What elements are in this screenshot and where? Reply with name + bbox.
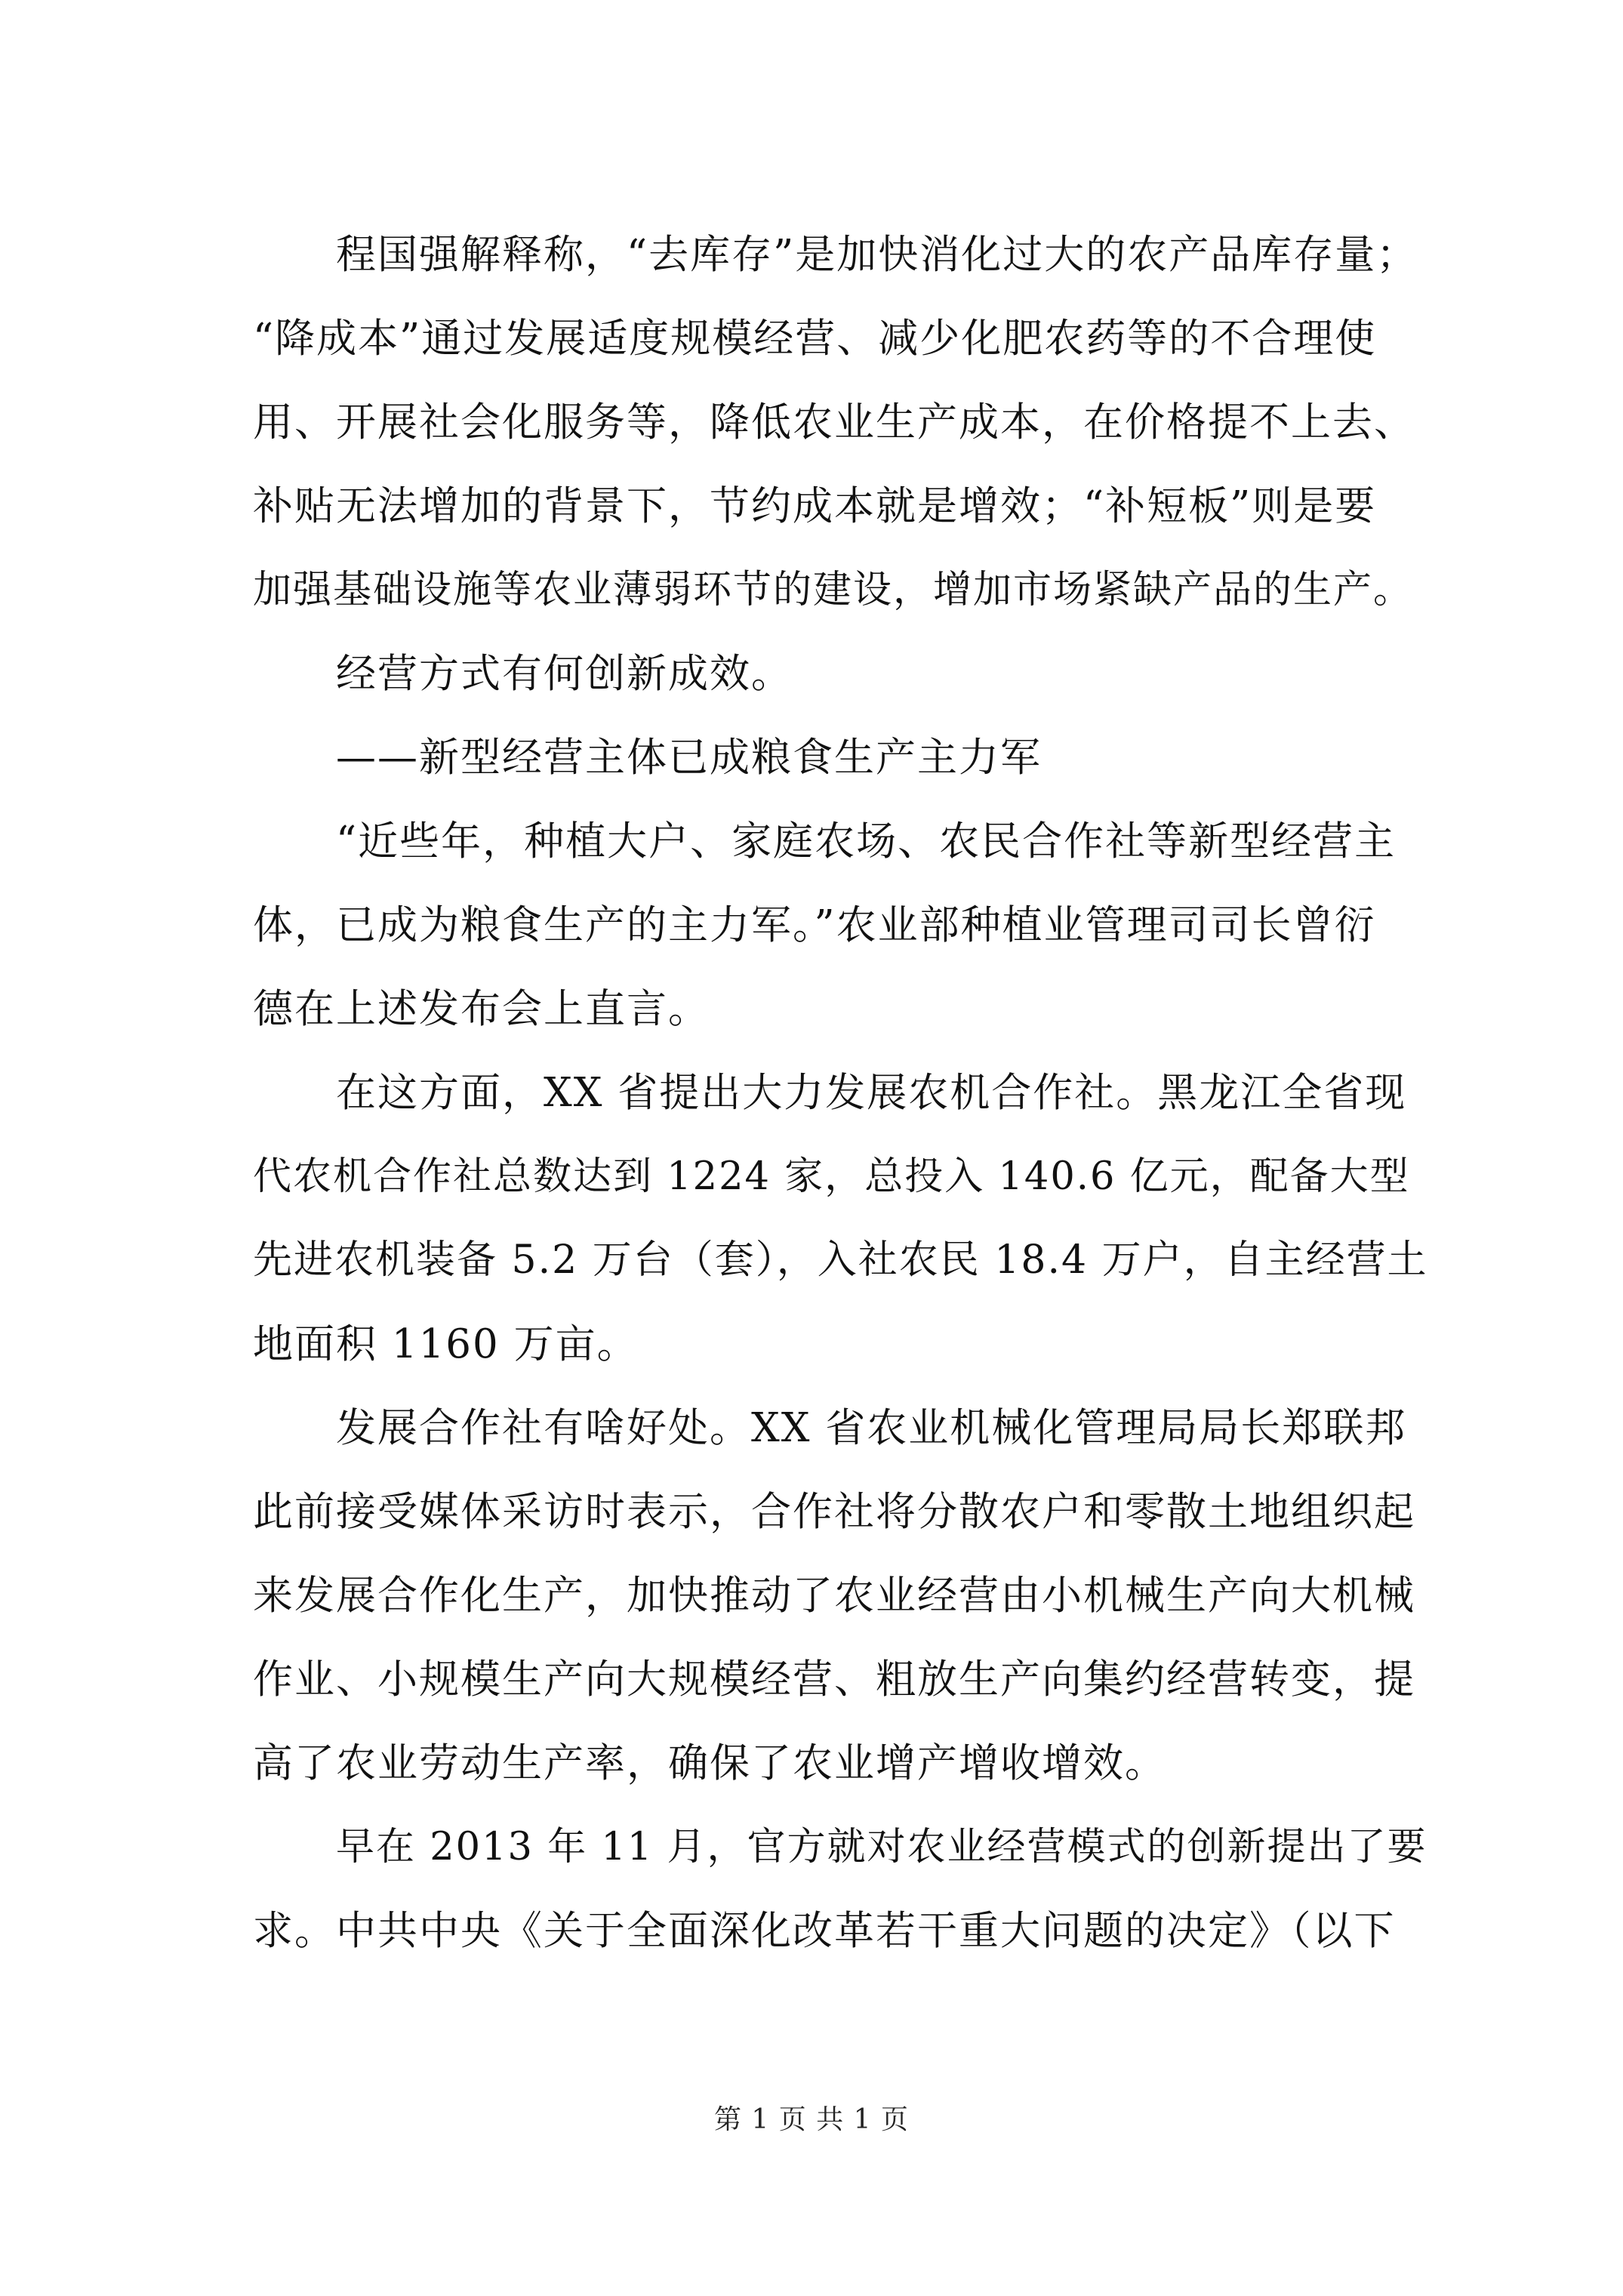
text-line: “近些年，种植大户、家庭农场、农民合作社等新型经营主 <box>336 818 1397 864</box>
text-line: 早在 2013 年 11 月，官方就对农业经营模式的创新提出了要 <box>336 1825 1427 1869</box>
text-line: 德在上述发布会上直言。 <box>253 986 710 1032</box>
text-line: 经营方式有何创新成效。 <box>336 651 793 697</box>
page-footer: 第 1 页 共 1 页 <box>713 2104 910 2135</box>
text-line: 用、开展社会化服务等，降低农业生产成本，在价格提不上去、 <box>253 399 1415 445</box>
text-line: 地面积 1160 万亩。 <box>253 1321 639 1367</box>
text-line: 高了农业劳动生产率，确保了农业增产增收增效。 <box>253 1740 1166 1786</box>
text-line: 来发展合作化生产，加快推动了农业经营由小机械生产向大机械 <box>253 1573 1415 1619</box>
text-line: 先进农机装备 5.2 万台（套），入社农民 18.4 万户，自主经营土 <box>253 1237 1428 1283</box>
text-line: 程国强解释称，“去库存”是加快消化过大的农产品库存量； <box>336 232 1418 278</box>
text-line: 补贴无法增加的背景下，节约成本就是增效；“补短板”则是要 <box>253 483 1377 529</box>
text-line: ——新型经营主体已成粮食生产主力军 <box>336 735 1042 781</box>
text-line: 作业、小规模生产向大规模经营、粗放生产向集约经营转变，提 <box>253 1657 1415 1703</box>
text-line: 此前接受媒体采访时表示，合作社将分散农户和零散土地组织起 <box>253 1489 1415 1535</box>
text-line: 发展合作社有啥好处。XX 省农业机械化管理局局长郑联邦 <box>336 1405 1407 1451</box>
text-line: “降成本”通过发展适度规模经营、减少化肥农药等的不合理使 <box>253 316 1377 362</box>
text-line: 求。中共中央《关于全面深化改革若干重大问题的决定》（以下 <box>253 1908 1396 1954</box>
document-body <box>253 213 1431 1973</box>
text-line: 在这方面，XX 省提出大力发展农机合作社。黑龙江全省现 <box>336 1070 1407 1116</box>
text-line: 加强基础设施等农业薄弱环节的建设，增加市场紧缺产品的生产。 <box>253 568 1414 612</box>
text-line: 体，已成为粮食生产的主力军。”农业部种植业管理司司长曾衍 <box>253 902 1376 948</box>
text-line: 代农机合作社总数达到 1224 家，总投入 140.6 亿元，配备大型 <box>253 1154 1410 1199</box>
